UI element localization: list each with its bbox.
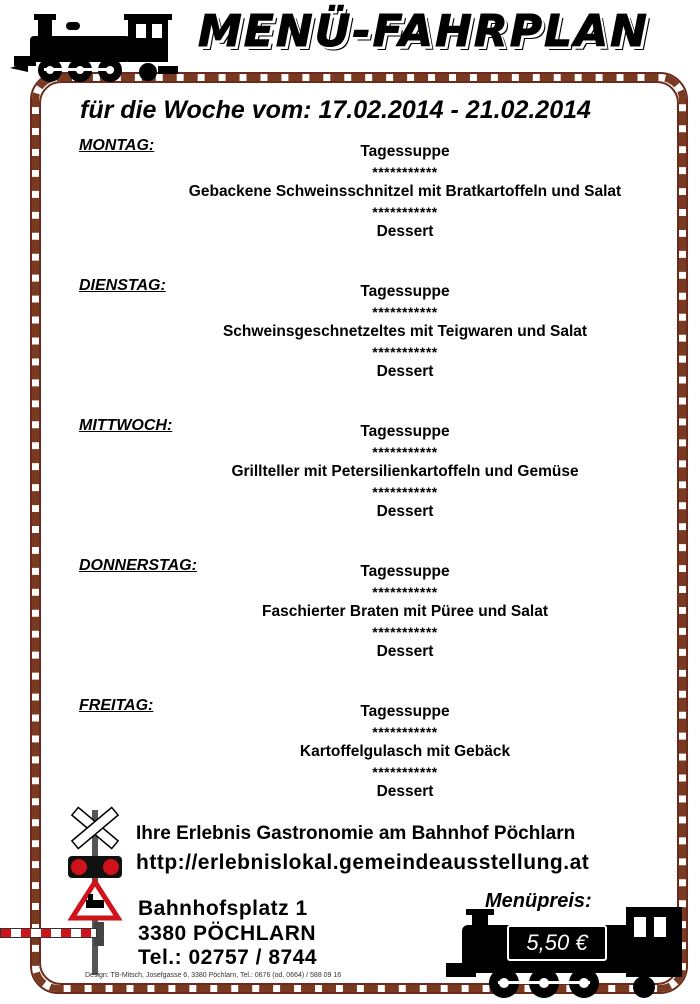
separator: *********** <box>372 724 438 740</box>
railroad-crossing-icon <box>60 800 130 980</box>
locomotive-icon <box>8 6 183 84</box>
separator: *********** <box>372 164 438 180</box>
day-label-donnerstag: DONNERSTAG: <box>79 557 197 574</box>
address-street: Bahnhofsplatz 1 <box>138 897 308 920</box>
design-credit: Design: TB-Mitsch, Josefgasse 6, 3380 Pöchlarn, Tel.: 0676 (od. 0664) / 588 09 16 <box>85 972 342 979</box>
phone: Tel.: 02757 / 8744 <box>138 946 318 969</box>
dessert: Dessert <box>376 503 434 520</box>
separator: *********** <box>372 304 438 320</box>
barrier-arm <box>0 928 97 938</box>
dessert: Dessert <box>376 363 434 380</box>
dessert: Dessert <box>376 783 434 800</box>
soup: Tagessuppe <box>360 283 450 300</box>
main-dish: Faschierter Braten mit Püree und Salat <box>262 603 548 620</box>
separator: *********** <box>372 484 438 500</box>
menu-mittwoch <box>100 422 700 522</box>
separator: *********** <box>372 764 438 780</box>
website-link[interactable]: http://erlebnislokal.gemeindeausstellung.at <box>136 851 590 874</box>
dessert: Dessert <box>376 223 434 240</box>
separator: *********** <box>372 584 438 600</box>
page-title: MENÜ-FAHRPLAN <box>198 6 649 57</box>
separator: *********** <box>372 204 438 220</box>
slogan: Ihre Erlebnis Gastronomie am Bahnhof Pöchlarn <box>136 823 576 844</box>
soup: Tagessuppe <box>360 703 450 720</box>
soup: Tagessuppe <box>360 423 450 440</box>
address-city: 3380 PÖCHLARN <box>138 922 317 945</box>
dessert: Dessert <box>376 643 434 660</box>
menu-dienstag <box>100 282 700 382</box>
day-label-montag: MONTAG: <box>79 137 155 154</box>
soup: Tagessuppe <box>360 563 450 580</box>
day-label-freitag: FREITAG: <box>79 697 154 714</box>
main-dish: Grillteller mit Petersilienkartoffeln und Gemüse <box>231 463 579 480</box>
separator: *********** <box>372 624 438 640</box>
separator: *********** <box>372 344 438 360</box>
menu-montag <box>100 142 700 242</box>
menu-donnerstag <box>100 562 700 662</box>
soup: Tagessuppe <box>360 143 450 160</box>
main-dish: Schweinsgeschnetzeltes mit Teigwaren und Salat <box>222 323 588 340</box>
week-range: für die Woche vom: 17.02.2014 - 21.02.2014 <box>80 96 591 124</box>
day-label-dienstag: DIENSTAG: <box>79 277 166 294</box>
day-label-mittwoch: MITTWOCH: <box>79 417 173 434</box>
menu-price: 5,50 € <box>507 925 607 961</box>
main-dish: Kartoffelgulasch mit Gebäck <box>299 743 511 760</box>
main-dish: Gebackene Schweinsschnitzel mit Bratkartoffeln und Salat <box>188 183 622 200</box>
separator: *********** <box>372 444 438 460</box>
price-label: Menüpreis: <box>485 890 592 912</box>
menu-freitag <box>100 702 700 802</box>
